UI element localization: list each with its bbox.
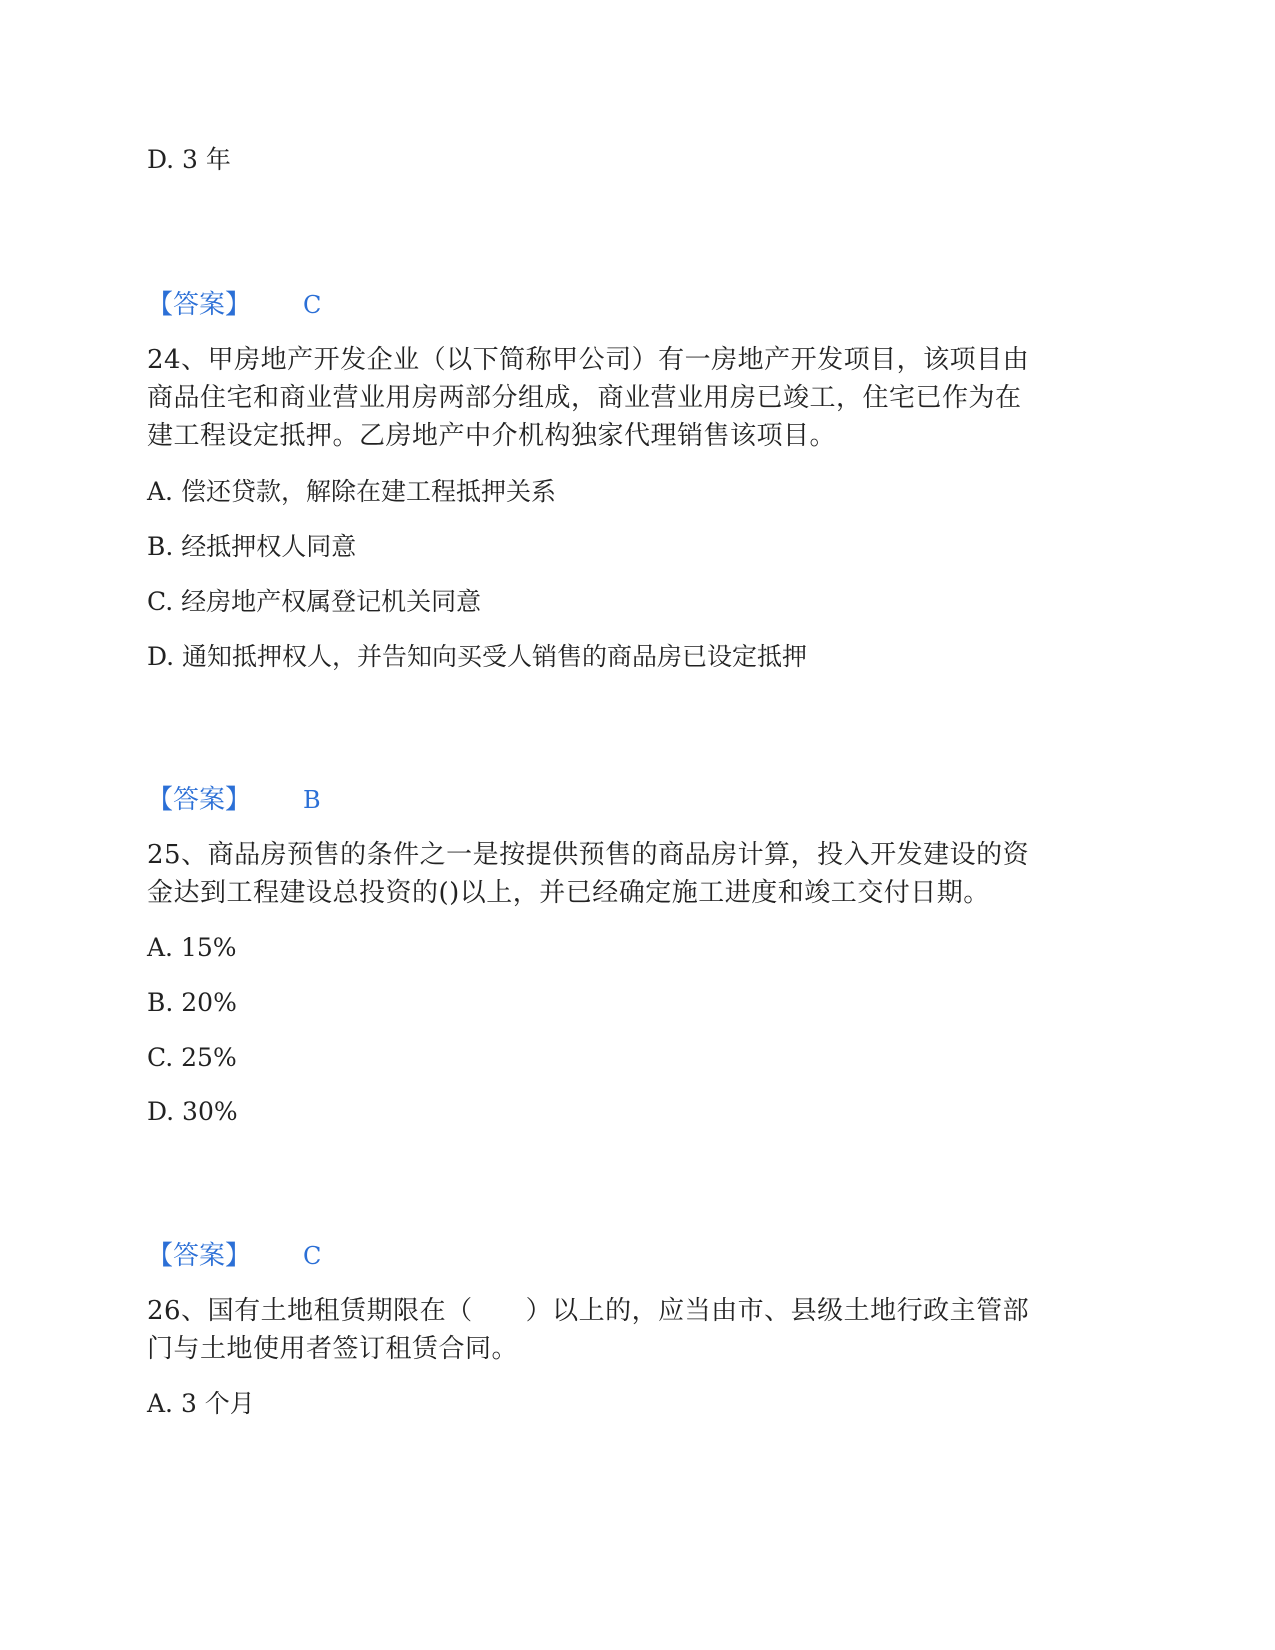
answer-value: C: [303, 291, 322, 319]
question-25-line-1: 25、商品房预售的条件之一是按提供预售的商品房计算，投入开发建设的资: [147, 840, 1030, 870]
answer-label: 【答案】: [147, 785, 252, 815]
question-26: [147, 1292, 1107, 1368]
q25-option-c: C. 25%: [147, 1043, 237, 1072]
answer-label: 【答案】: [147, 1241, 252, 1271]
answer-value: C: [303, 1242, 322, 1270]
answer-23: [147, 286, 321, 324]
question-24-line-1: 24、甲房地产开发企业（以下简称甲公司）有一房地产开发项目，该项目由: [147, 345, 1030, 375]
question-26-line-1: 26、国有土地租赁期限在（ ）以上的，应当由市、县级土地行政主管部: [147, 1296, 1030, 1326]
q25-option-a: A. 15%: [147, 933, 237, 962]
q23-option-d: D. 3 年: [147, 145, 231, 174]
q25-option-d: D. 30%: [147, 1097, 238, 1126]
question-24: [147, 341, 1107, 455]
question-24-line-2: 商品住宅和商业营业用房两部分组成，商业营业用房已竣工，住宅已作为在: [147, 383, 1022, 413]
q24-option-a: A. 偿还贷款，解除在建工程抵押关系: [147, 477, 556, 506]
q26-option-a: A. 3 个月: [147, 1389, 255, 1418]
q24-option-b: B. 经抵押权人同意: [147, 532, 357, 561]
q25-option-b: B. 20%: [147, 988, 237, 1017]
question-26-line-2: 门与土地使用者签订租赁合同。: [147, 1334, 519, 1364]
answer-25: [147, 1237, 321, 1275]
question-24-line-3: 建工程设定抵押。乙房地产中介机构独家代理销售该项目。: [147, 421, 837, 451]
answer-label: 【答案】: [147, 290, 252, 320]
question-25: [147, 836, 1107, 912]
answer-value: B: [303, 786, 321, 814]
question-25-line-2: 金达到工程建设总投资的()以上，并已经确定施工进度和竣工交付日期。: [147, 878, 990, 908]
answer-24: [147, 781, 321, 819]
q24-option-d: D. 通知抵押权人，并告知向买受人销售的商品房已设定抵押: [147, 642, 808, 671]
q24-option-c: C. 经房地产权属登记机关同意: [147, 587, 482, 616]
